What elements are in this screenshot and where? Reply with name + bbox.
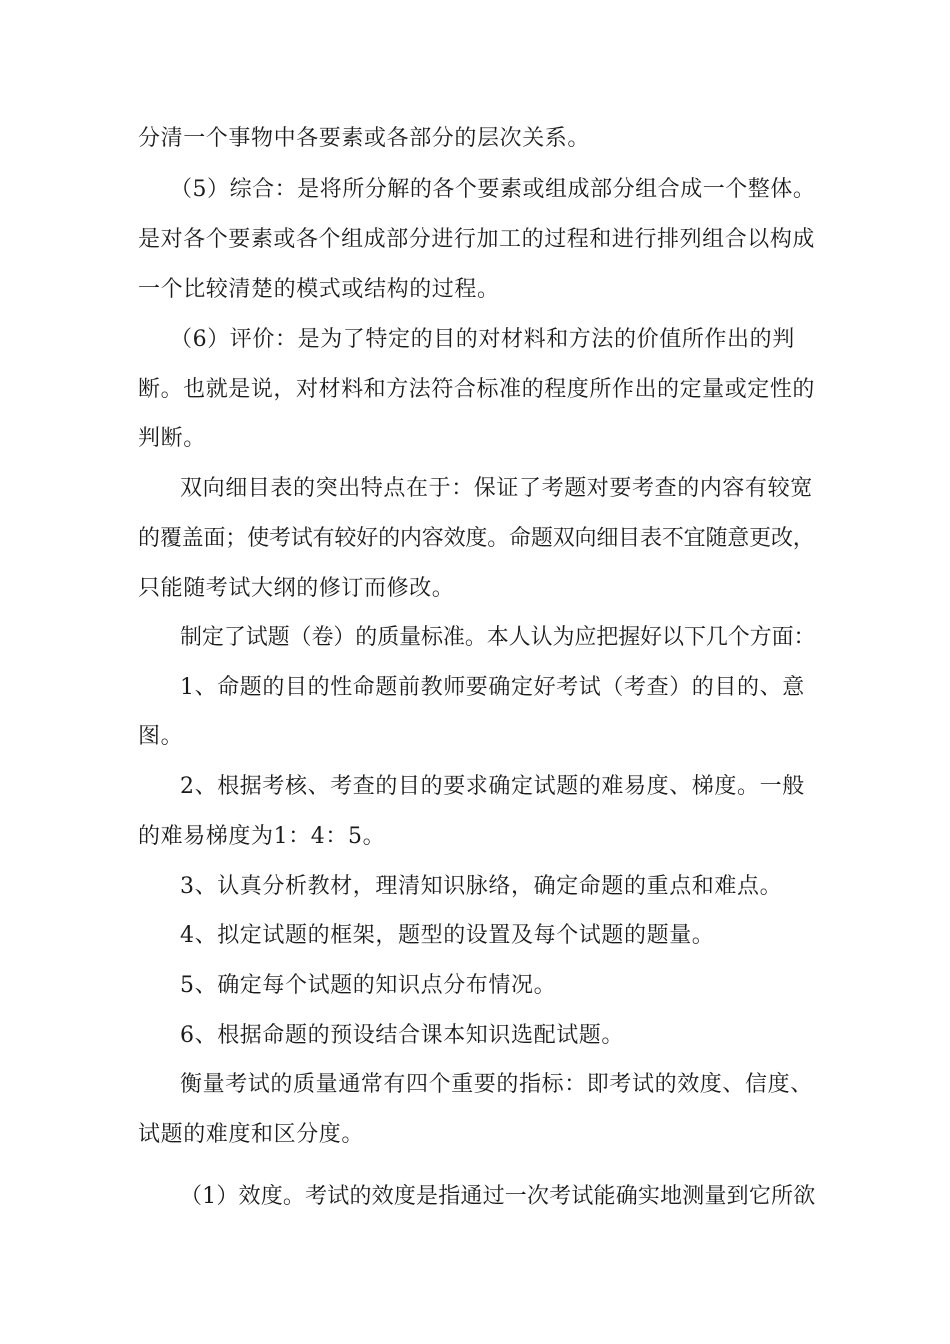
text-line: 1、命题的目的性命题前教师要确定好考试（考查）的目的、意	[180, 675, 805, 700]
text-line: 6、根据命题的预设结合课本知识选配试题。	[180, 1023, 624, 1048]
text-line: 制定了试题（卷）的质量标准。本人认为应把握好以下几个方面：	[180, 625, 816, 650]
text-line: 4、拟定试题的框架，题型的设置及每个试题的题量。	[180, 923, 715, 948]
text-line: 分清一个事物中各要素或各部分的层次关系。	[138, 126, 591, 151]
text-line: 一个比较清楚的模式或结构的过程。	[138, 277, 500, 302]
text-line: 断。也就是说，对材料和方法符合标准的程度所作出的定量或定性的	[138, 377, 816, 402]
text-line: 图。	[138, 724, 184, 749]
text-line: 的难易梯度为1：4：5。	[138, 824, 386, 849]
text-line: 3、认真分析教材，理清知识脉络，确定命题的重点和难点。	[180, 874, 783, 899]
text-line: 的覆盖面；使考试有较好的内容效度。命题双向细目表不宜随意更改，	[138, 526, 815, 551]
text-line: （6）评价：是为了特定的目的对材料和方法的价值所作出的判	[170, 327, 795, 352]
text-line: （1）效度。考试的效度是指通过一次考试能确实地测量到它所欲	[180, 1184, 816, 1209]
text-line: 双向细目表的突出特点在于：保证了考题对要考查的内容有较宽	[180, 476, 813, 501]
text-line: 是对各个要素或各个组成部分进行加工的过程和进行排列组合以构成	[138, 227, 816, 252]
text-line: （5）综合：是将所分解的各个要素或组成部分组合成一个整体。	[170, 177, 816, 202]
text-line: 只能随考试大纲的修订而修改。	[138, 576, 455, 601]
text-line: 2、根据考核、考查的目的要求确定试题的难易度、梯度。一般	[180, 774, 805, 799]
text-line: 衡量考试的质量通常有四个重要的指标：即考试的效度、信度、	[180, 1072, 813, 1097]
text-line: 5、确定每个试题的知识点分布情况。	[180, 973, 557, 998]
text-line: 试题的难度和区分度。	[138, 1122, 365, 1147]
text-line: 判断。	[138, 426, 206, 451]
